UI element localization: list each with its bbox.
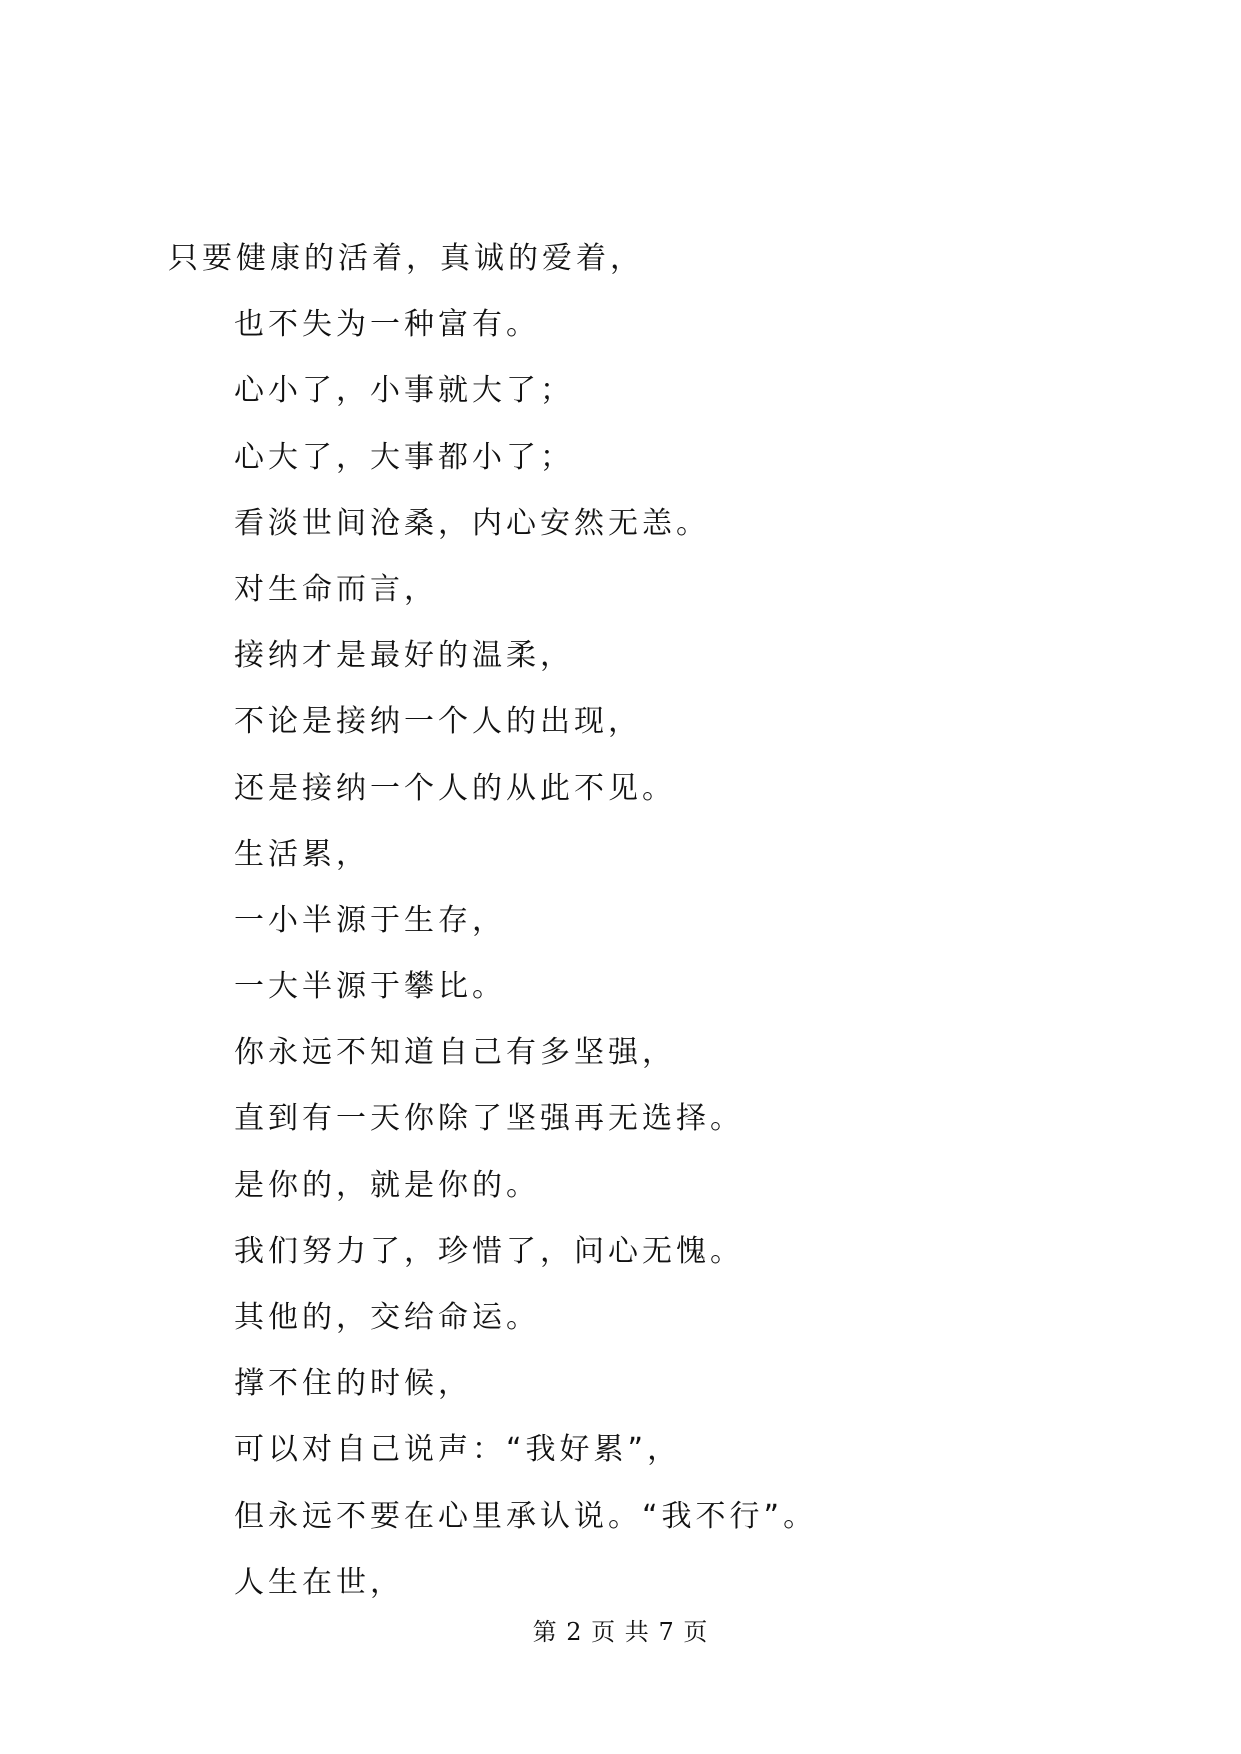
text-line: 是你的，就是你的。 [234,1167,540,1203]
text-line: 心小了，小事就大了； [234,373,574,409]
text-line: 看淡世间沧桑，内心安然无恙。 [234,505,710,541]
text-line: 只要健康的活着，真诚的爱着， [168,241,644,276]
text-line: 我们努力了，珍惜了，问心无愧。 [234,1233,744,1269]
text-line: 其他的，交给命运。 [234,1300,540,1335]
text-line: 可以对自己说声：“我好累”， [234,1432,682,1468]
text-line: 也不失为一种富有。 [234,307,540,343]
text-line: 你永远不知道自己有多坚强， [234,1035,676,1071]
text-line: 接纳才是最好的温柔， [234,638,574,674]
text-line: 撑不住的时候， [234,1366,472,1402]
page-number-footer: 第 2 页 共 7 页 [532,1618,709,1646]
text-line: 不论是接纳一个人的出现， [234,704,642,740]
text-line: 心大了，大事都小了； [234,439,574,475]
text-line: 生活累， [234,836,370,872]
text-line: 但永远不要在心里承认说。“我不行”。 [234,1498,818,1534]
body-text [168,226,1128,1616]
text-line: 还是接纳一个人的从此不见。 [234,770,676,806]
text-line: 一小半源于生存， [234,902,506,938]
text-line: 对生命而言， [234,571,438,607]
text-line: 直到有一天你除了坚强再无选择。 [234,1101,744,1137]
text-line: 人生在世， [234,1564,404,1600]
text-line: 一大半源于攀比。 [234,969,506,1005]
